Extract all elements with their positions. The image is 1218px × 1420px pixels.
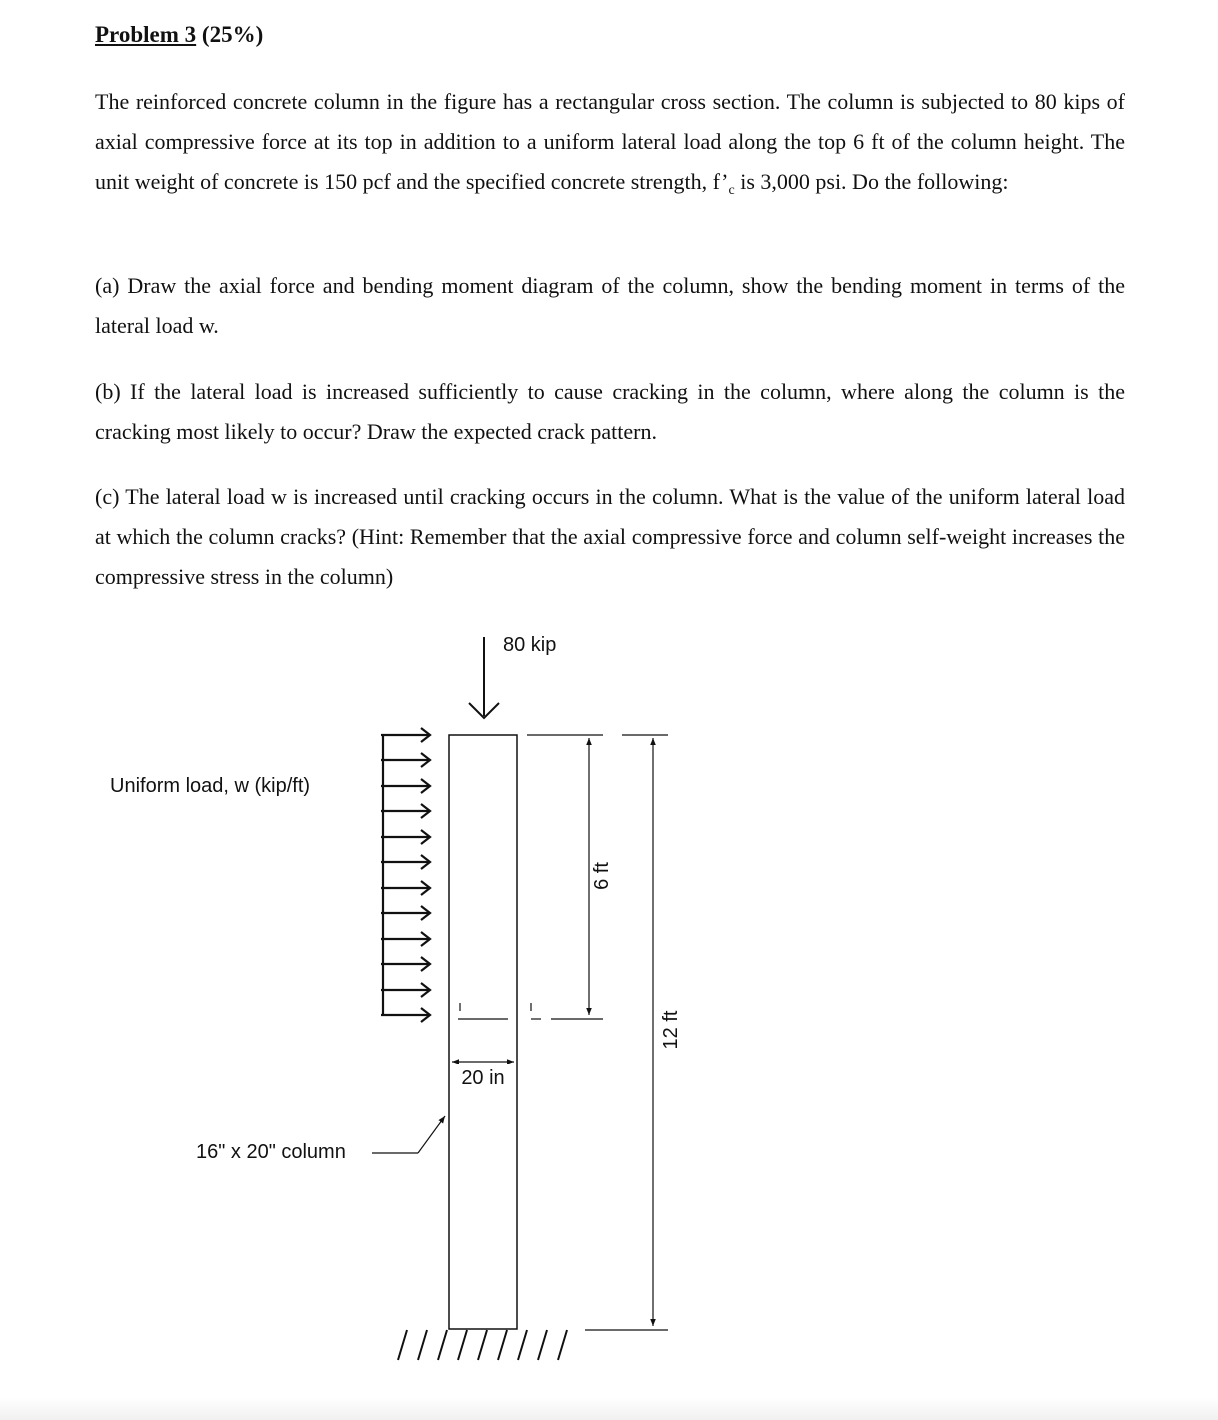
fixed-support-hatching (398, 1330, 567, 1360)
uniform-load-arrows (381, 728, 430, 1022)
intro-text: The reinforced concrete column in the figure has a rectangular cross section. The column is subjected to 80 kips of axial compressive force at its top in addition to a uniform lateral load along the top 6 ft of the column height. The unit weight of concrete is 150 pcf and the specified concrete strength, f’ (95, 89, 1125, 194)
page-bottom-shade (0, 1398, 1218, 1420)
column (449, 735, 517, 1329)
axial-load-label: 80 kip (503, 634, 557, 656)
problem-label: Problem 3 (95, 22, 197, 47)
part-a-question: (a) Draw the axial force and bending moment diagram of the column, show the bending moment in terms of the lateral load w. (95, 273, 1125, 338)
fc-subscript: c (728, 183, 735, 198)
part-b-question: (b) If the lateral load is increased sufficiently to cause cracking in the column, where along the column is the cracking most likely to occur? Draw the expected crack pattern. (95, 379, 1125, 444)
loaded-height-label: 6 ft (591, 862, 613, 890)
total-height-dimension (585, 735, 668, 1330)
axial-load-arrow (469, 637, 499, 718)
total-height-label: 12 ft (660, 1010, 682, 1050)
width-label: 20 in (461, 1067, 505, 1089)
part-c-question: (c) The lateral load w is increased until cracking occurs in the column. What is the value of the uniform lateral load at which the column cracks? (Hint: Remember that the axial compressive force and column self-weight increases the compressive stress in the column) (95, 484, 1125, 589)
problem-statement (95, 82, 1125, 206)
column-figure (0, 600, 1218, 1380)
uniform-load-label: Uniform load, w (kip/ft) (110, 775, 311, 797)
problem-heading (95, 20, 263, 50)
problem-weight: (25%) (196, 22, 264, 47)
intro-text-end: is 3,000 psi. Do the following: (734, 169, 1009, 194)
column-callout-label: 16" x 20" column (196, 1141, 346, 1163)
column-callout-leader (372, 1116, 445, 1153)
